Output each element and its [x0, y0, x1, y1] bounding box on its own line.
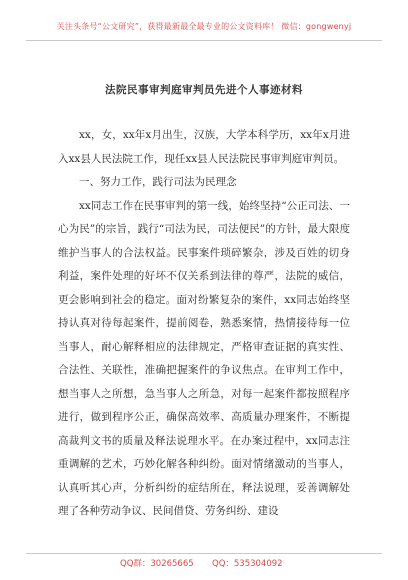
document-body: [58, 124, 350, 524]
paragraph-main: xx同志工作在民事审判的第一线，始终坚持“公正司法、一心为民”的宗旨，践行“司法为民，司法便民”的方针，最大限度维护当事人的合法权益。民事案件琐碎繁杂，涉及百姓的切身利益，案件处理的好坏不仅关系到法律的尊严，法院的威信，更会影响到社会的稳定。面对纷繁复杂的案件，xx同志始终坚持认真对待每起案件，提前阅卷，熟悉案情，热情接待每一位当事人，耐心解释相应的法律规定，严格审查证据的真实性、合法性、关联性，准确把握案件的争议焦点。在审判工作中，想当事人之所想，急当事人之所急，对每一起案件都按照程序进行，做到程序公正，确保高效率、高质量办理案件，不断提高裁判文书的质量及释法说理水平。在办案过程中，xx同志注重调解的艺术，巧妙化解各种纠纷。面对情绪激动的当事人，认真听其心声，分析纠纷的症结所在，释法说理，妥善调解处理了各种劳动争议、民间借贷、劳务纠纷、建设: [58, 199, 350, 517]
footer-divider: [26, 553, 382, 554]
header-notice: 关注头条号“公文研究”，获得最新最全最专业的公文资料库！ 微信：gongwenyj: [56, 22, 352, 31]
header-divider: [26, 40, 382, 41]
section-heading: 一、努力工作，践行司法为民理念: [79, 176, 237, 188]
document-title: 法院民事审判庭审判员先进个人事迹材料: [105, 84, 303, 96]
footer-qq-contact: QQ：535304092: [212, 559, 283, 569]
footer-qq-group: QQ群：30265665: [120, 559, 194, 569]
paragraph-intro: xx，女，xx年x月出生，汉族，大学本科学历，xx年x月进入xx县人民法院工作，现任xx县人民法院民事审判庭审判员。: [58, 129, 350, 165]
